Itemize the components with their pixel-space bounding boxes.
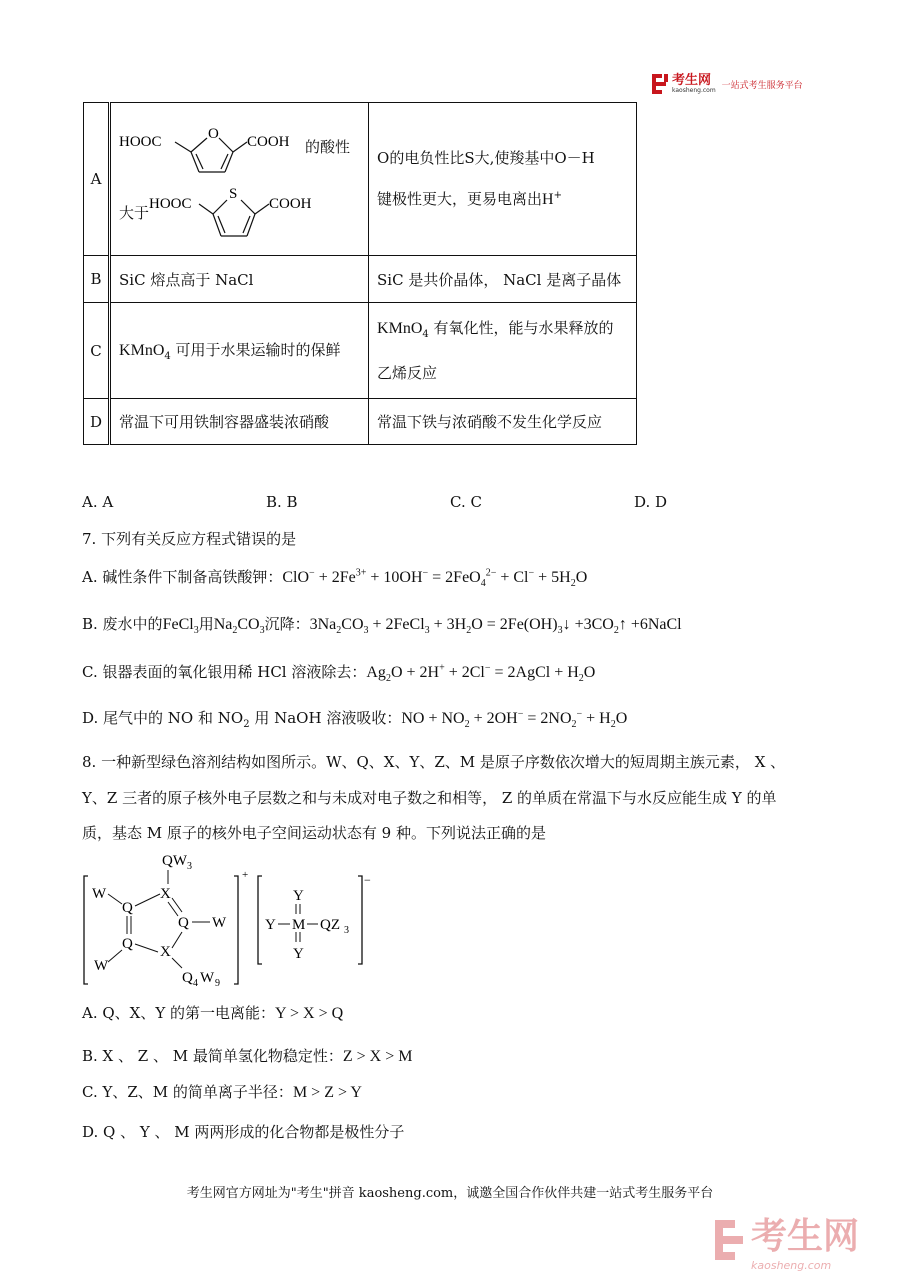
svg-text:QZ: QZ bbox=[320, 917, 340, 933]
furandicarboxylic-acid-structure bbox=[119, 116, 309, 176]
svg-text:Q: Q bbox=[122, 936, 133, 952]
row-a-right-line2: 键极性更大，更易电离出 bbox=[377, 190, 543, 208]
row-a-right-cell bbox=[369, 103, 637, 256]
row-label: B bbox=[84, 256, 110, 303]
svg-text:X: X bbox=[160, 886, 171, 902]
table-row bbox=[84, 303, 637, 399]
row-label: D bbox=[84, 399, 110, 445]
row-c-left-cell: KMnO$_4$ 可用于水果运输时的保鲜 bbox=[110, 303, 369, 399]
question-8-option-a[interactable]: A. Q、X、Y 的第一电离能：Y > X > Q bbox=[82, 1004, 344, 1022]
svg-text:Q: Q bbox=[178, 915, 189, 931]
question-7-option-a[interactable]: A. 碱性条件下制备高铁酸钾：$ClO^- + 2Fe^{3+} + 10OH^- = 2FeO_4^{2-} + Cl^- + 5H_2O$ bbox=[82, 567, 588, 590]
svg-text:−: − bbox=[364, 873, 371, 887]
row-d-right-cell: 常温下铁与浓硝酸不发生化学反应 bbox=[369, 399, 637, 445]
option-a[interactable]: A. A bbox=[82, 493, 114, 511]
watermark-logo-icon bbox=[715, 1220, 745, 1260]
watermark-url: kaosheng.com bbox=[751, 1259, 832, 1272]
logo-slogan: 一站式考生服务平台 bbox=[721, 80, 803, 91]
logo-name: 考生网 bbox=[672, 72, 712, 88]
row-label: A bbox=[84, 103, 110, 256]
question-8-line2: Y、Z 三者的原子核外电子层数之和与未成对电子数之和相等， Z 的单质在常温下与水反应能生成 Y 的单 bbox=[82, 789, 777, 807]
question-7-option-c[interactable]: C. 银器表面的氧化银用稀 HCl 溶液除去：$Ag_2O + 2H^+ + 2Cl^-$ = 2AgCl + $H_2O$ bbox=[82, 662, 596, 685]
question-8-option-c[interactable]: C. Y、Z、M 的简单离子半径：M > Z > Y bbox=[82, 1083, 362, 1101]
svg-text:W: W bbox=[94, 958, 109, 974]
svg-text:9: 9 bbox=[215, 978, 220, 988]
svg-text:Y: Y bbox=[293, 946, 304, 962]
svg-text:Y: Y bbox=[265, 917, 276, 933]
footer-text: 考生网官方网址为"考生"拼音 kaosheng.com，诚邀全国合作伙伴共建一站式考生服务平台 bbox=[186, 1186, 714, 1201]
svg-text:3: 3 bbox=[344, 925, 349, 936]
row-label: C bbox=[84, 303, 110, 399]
svg-text:Q: Q bbox=[182, 970, 193, 986]
row-b-right-cell: SiC 是共价晶体， NaCl 是离子晶体 bbox=[369, 256, 637, 303]
row-a-left-prefix: 大于 bbox=[119, 203, 150, 222]
row-a-right-ion-charge: + bbox=[553, 190, 562, 201]
logo-url: kaosheng.com bbox=[672, 86, 716, 94]
row-a-left-suffix: 的酸性 bbox=[305, 137, 351, 156]
row-d-left-cell: 常温下可用铁制容器盛装浓硝酸 bbox=[110, 399, 369, 445]
svg-text:W: W bbox=[92, 886, 107, 902]
mol2-left-group: HOOC bbox=[149, 196, 192, 212]
svg-text:Y: Y bbox=[293, 888, 304, 904]
question-8-line1: 8. 一种新型绿色溶剂结构如图所示。W、Q、X、Y、Z、M 是原子序数依次增大的短周期主族元素， X 、 bbox=[82, 753, 786, 771]
thiophenedicarboxylic-acid-structure bbox=[149, 182, 349, 242]
watermark-text: 考生网 bbox=[751, 1216, 860, 1257]
question-7-option-d[interactable]: D. 尾气中的 NO 和 $NO_2$ 用 NaOH 溶液吸收：NO + $NO_2 + 2OH^- = 2NO_2^- + H_2O$ bbox=[82, 708, 628, 731]
question-6-table bbox=[83, 102, 637, 445]
option-c[interactable]: C. C bbox=[450, 493, 482, 511]
question-8-option-d[interactable]: D. Q 、 Y 、 M 两两形成的化合物都是极性分子 bbox=[82, 1123, 405, 1141]
svg-text:+: + bbox=[242, 869, 249, 881]
row-a-left-cell bbox=[110, 103, 369, 256]
row-b-left-cell: SiC 熔点高于 NaCl bbox=[110, 256, 369, 303]
svg-text:M: M bbox=[292, 917, 306, 933]
table-row bbox=[84, 103, 637, 256]
header-logo[interactable] bbox=[652, 72, 803, 96]
svg-text:4: 4 bbox=[193, 978, 198, 988]
mol1-hetero-atom: O bbox=[208, 126, 219, 142]
row-c-right-cell: KMnO$_4$ 有氧化性，能与水果释放的 乙烯反应 bbox=[369, 303, 637, 399]
svg-text:X: X bbox=[160, 944, 171, 960]
question-6-options bbox=[82, 493, 782, 513]
logo-icon bbox=[652, 74, 668, 94]
question-7-stem: 7. 下列有关反应方程式错误的是 bbox=[82, 530, 297, 548]
table-row bbox=[84, 399, 637, 445]
mol2-right-group: COOH bbox=[269, 196, 312, 212]
row-a-right-ion: H bbox=[542, 191, 554, 208]
mol2-hetero-atom: S bbox=[229, 186, 238, 202]
option-d[interactable]: D. D bbox=[634, 493, 668, 511]
question-8-option-b[interactable]: B. X 、 Z 、 M 最简单氢化物稳定性：Z > X > M bbox=[82, 1047, 413, 1065]
svg-text:W: W bbox=[212, 915, 227, 931]
option-b[interactable]: B. B bbox=[266, 493, 298, 511]
row-a-right-line1: O的电负性比S大,使羧基中O－H bbox=[377, 149, 595, 167]
question-8-line3: 质，基态 M 原子的核外电子空间运动状态有 9 种。下列说法正确的是 bbox=[82, 824, 546, 842]
mol1-left-group: HOOC bbox=[119, 134, 162, 150]
svg-text:3: 3 bbox=[187, 861, 192, 872]
svg-text:W: W bbox=[200, 970, 215, 986]
svg-text:QW: QW bbox=[162, 853, 187, 869]
table-row bbox=[84, 256, 637, 303]
solvent-structure-diagram bbox=[82, 848, 372, 988]
watermark bbox=[715, 1208, 859, 1272]
question-7-option-b[interactable]: B. 废水中的FeCl$_3$用$Na_2CO_3$沉降：$3Na_2CO_3$ + 2FeCl$_3$ + $3H_2O$ = $2Fe(OH)_3↓$ $+3CO_2↑$ +6NaCl bbox=[82, 615, 682, 637]
svg-text:Q: Q bbox=[122, 900, 133, 916]
mol1-right-group: COOH bbox=[247, 134, 290, 150]
